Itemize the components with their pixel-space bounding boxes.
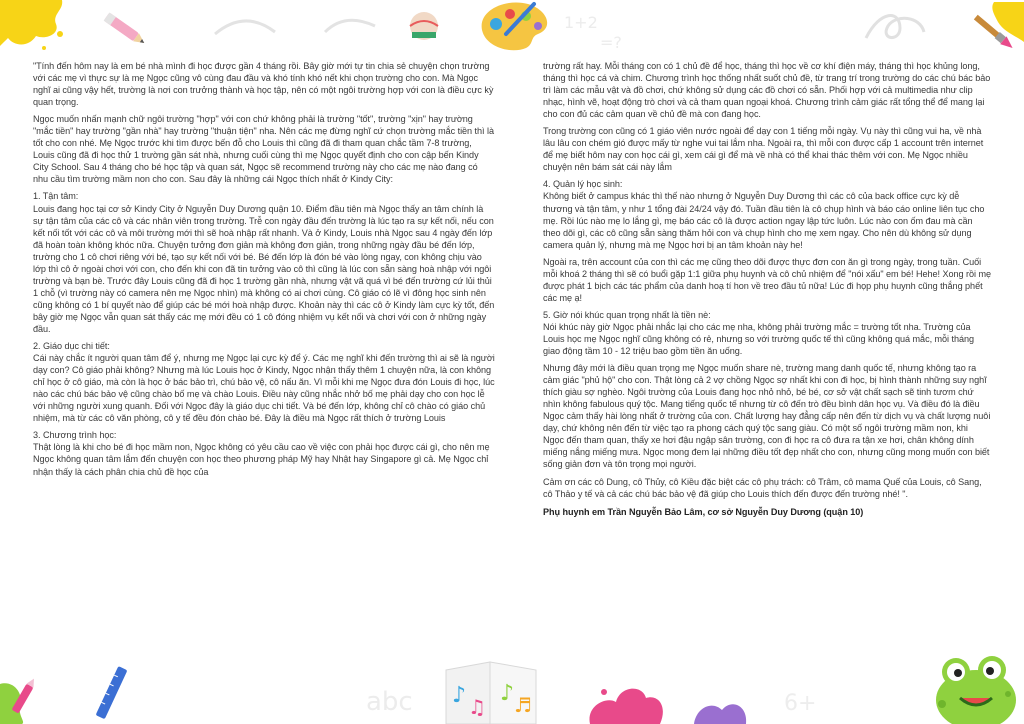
intro-paragraph: "Tính đến hôm nay là em bé nhà mình đi học được gần 4 tháng rồi. Bây giờ mới tự tin chia sẻ chuyện chọn trường với các mẹ vì thực sự là mẹ Ngọc cũng vô cùng đau đầu và khó tính khó nết khi chọn trường cho con. Mà Ngọc nghĩ ai cũng vậy hết, trường là nơi con trưởng thành và học tập, nên có một ngôi trường hợp với con là điều cực kỳ quan trọng. — [33, 61, 494, 108]
paragraph-hop-voi-con: Ngọc muốn nhấn mạnh chữ ngôi trường "hợp" với con chứ không phải là trường "tốt", trường "xịn" hay trường "mắc tiền" hay trường "gần nhà" hay trường "thuận tiện" nha. Nên các mẹ đừng nghĩ cứ chọn trường mắc tiền thì là tốt cho con nhé. Mẹ Ngọc trước khi tìm được bến đỗ cho Louis thì cũng đã đi tham quan chắc tầm 7-8 trường, Louis cũng đã đi học thử 1 trường gần sát nhà, nhưng cuối cùng thì mẹ Ngọc quyết định cho con cập bến Kindy City School. Sau 4 tháng cho bé học tập và quan sát, Ngọc sẽ recommend trường này cho các mẹ nào đang có nhu cầu tìm trường mầm non cho con. Sau đây là những cái Ngọc thích nhất ở Kindy City: — [33, 114, 494, 185]
svg-text:=?: =? — [600, 33, 622, 52]
yellow-paint-splash-icon — [0, 0, 70, 60]
section-body-tien-2: Nhưng đây mới là điều quan trọng mẹ Ngọc muốn share nè, trường mang danh quốc tế, nhưng không tạo ra cảm giác "phủ hộ" cho con. Thật lòng cả 2 vợ chồng Ngọc sợ nhất khi con đi học, bị hình thành những suy nghĩ thích giàu sợ nghèo. Ngôi trường của Louis đang học nhỏ nhỏ, bé bé, cơ sở vật chất sạch sẽ tinh tươm chứ nhìn không fabulous quý tộc. Mang tiếng quốc tế nhưng từ cô đến trò đều bình dân học vụ. Và điều đó là điều Ngọc cảm thấy hài lòng nhất ở trường của con. Chất lượng hay đẳng cấp nên đến từ dịch vụ và chất lượng nuôi dạy, chứ không nên đến từ việc tạo ra phong cách quý tộc sang giàu. Có một số ngôi trường mầm non, khi Ngọc đến tham quan, thấy xe hơi đậu ngập sân trường, con đi học ra cô đưa ra tận xe hơi, chân không dính miếng nắng miếng mưa. Ngọc mong đem lại những điều tốt đẹp nhất cho con, nhưng cũng mong muốn con biết sống giản đơn và tôn trọng mọi người. — [543, 363, 991, 470]
svg-text:6+: 6+ — [784, 691, 817, 716]
decorative-loop-icon — [860, 8, 930, 48]
signature: Phụ huynh em Trần Nguyễn Bảo Lâm, cơ sở Nguyễn Duy Dương (quận 10) — [543, 506, 864, 517]
paragraph-chuong-trinh-cont: trường rất hay. Mỗi tháng con có 1 chủ đề để học, tháng thì học về cơ khí điện máy, tháng thì học khủng long, tháng thì học cá và chim. Chương trình học thống nhất suốt chủ đề, từ trang trí trong trường do các chú bác bảo trì làm các mẫu vật và đồ chơi, chứ không sử dụng các đồ chơi có sẵn. Phối hợp với cả multimedia như clip nhạc, hình vẽ, hoạt động trò chơi và cả tham quan ngoại khoá. Chương trình cảm giác rất tổng thể để mang lại cho con đủ các cảm quan về chủ đề mà con đang học. — [543, 61, 991, 120]
svg-text:♬: ♬ — [514, 693, 532, 717]
paintbrush-icon — [960, 2, 1024, 62]
section-body-tien: Nói khúc này giờ Ngọc phải nhắc lại cho các mẹ nha, không phải trường mắc = trường tốt nha. Trường của Louis học mẹ Ngọc nghĩ cũng không có rẻ, nhưng so với trường quốc tế thì cũng không quá mắc, mỗi tháng giao động tầm 10 - 12 triệu bao gồm tiền ăn uống. — [543, 321, 975, 357]
section-heading-quan-ly: 4. Quản lý học sinh: — [543, 179, 623, 190]
section-body-giao-duc: Cái này chắc ít người quan tâm để ý, nhưng mẹ Ngọc lại cực kỳ để ý. Các mẹ nghĩ khi đến trường thì ai sẽ là người dạy con? Cô giáo phải không? Nhưng mà lúc Louis học ở Kindy, Ngọc nhận thấy thêm 1 chuyện nữa, là con không chỉ học ở cô giáo, mà còn là học ở bác bảo trì, chú bảo vệ, cô nấu ăn. Vì mỗi khi mẹ Ngọc đưa đón Louis đi học, lúc nào các chú bác bảo vệ cũng chào bố mẹ và chào Louis. Điều này cũng nhắc nhở bố mẹ phải dạy cho con học lễ với những người xung quanh. Đối với Ngọc đây là giáo dục chi tiết. Và bé đến lớp, không chỉ cô chào có giáo chủ nhiệm, mà từ các cô văn phòng, cô y tế đều đón chào bé. Đây là điều mà Ngọc rất thích ở trường Louis — [33, 353, 495, 424]
paint-palette-icon — [476, 0, 556, 52]
eraser-icon — [402, 8, 446, 48]
section-body-quan-ly: Không biết ở campus khác thì thế nào nhưng ở Nguyễn Duy Dương thì các cô của back office cực kỳ dễ thương và tận tâm, y như 1 tổng đài 24/24 vậy đó. Tuần đầu tiên là cô chụp hình và báo cáo online liên tục cho mẹ. Rồi lúc nào mẹ lo lắng gì, mẹ báo các cô là được action ngay lập tức luôn. Lúc nào con ốm đau mà cần theo dõi gì, các cô cũng sẵn sàng thăm hỏi con và chụp hình cho mẹ xem ngay. Cho nên dù không sử dụng camera quản lý, nhưng mà mẹ Ngọc hơi bị an tâm khoản này he! — [543, 191, 985, 250]
ruler-icon — [92, 664, 132, 724]
green-monster-mascot-icon — [920, 640, 1024, 724]
left-column — [33, 60, 495, 483]
number-doodle-icon — [780, 680, 840, 720]
section-body-quan-ly-2: Ngoài ra, trên account của con thì các mẹ cũng theo dõi được thực đơn con ăn gì trong ngày, trong tuần. Cuối mỗi khoá 2 tháng thì sẽ có buổi gặp 1:1 giữa phụ huynh và cô chủ nhiệm để "nói xấu" em bé! Hehe! Xong rồi mẹ được phát 1 bịch các tác phẩm của danh hoạ tí hon về treo đầu tủ nữa! Lúc đi họp phụ huynh cũng thắng phết các mẹ ạ! — [543, 256, 991, 303]
section-heading-tien: 5. Giờ nói khúc quan trọng nhất là tiền nè: — [543, 309, 711, 320]
svg-text:abc: abc — [366, 687, 413, 717]
pencil-icon — [98, 8, 150, 52]
right-column — [543, 60, 991, 523]
paragraph-giao-vien-nuoc-ngoai: Trong trường con cũng có 1 giáo viên nước ngoài để dạy con 1 tiếng mỗi ngày. Vụ này thì cũng vui ha, về nhà lâu lâu con chém gió được mấy từ nghe vui tai lắm nha. Ngoài ra, thì mỗi con được cấp 1 account trên internet để mẹ biết hôm nay con học cái gì, xem cái gì để mà về nhà có thể khai thác thêm với con. Mẹ Ngọc nhiều chuyện nên bám sát cái này lắm — [543, 126, 984, 173]
decorative-swirl-icon — [205, 4, 385, 44]
abc-doodle-icon — [360, 676, 450, 722]
math-doodle-icon — [560, 6, 640, 56]
purple-paint-splash-icon — [690, 692, 750, 724]
section-body-tan-tam: Louis đang học tại cơ sở Kindy City ở Nguyễn Duy Dương quận 10. Điểm đầu tiên mà Ngọc thấy an tâm chính là sự tận tâm của các cô và các nhân viên trong trường. Trễ con ngày đầu đến trường là lúc tạo ra sự kết nối, nếu con kết nối tốt với các cô và môi trường mới thì sẽ hoà nhập rất nhanh. Và ở Kindy, Louis nhà Ngọc sau 4 ngày đến lớp đã hoàn toàn không khóc nữa. Chuyện tưởng đơn giản mà không đơn giản, trong những ngày đầu bé đến lớp, trường cho 1 cô chơi riêng với bé, tạo sự kết nối với bé. Bé đến lớp là đón bé vào lòng ngay, con không chịu vào lớp thì cô ở ngoài chơi với con, cho đến khi con đã tin tưởng vào cô thì cũng là lúc con sẵn sàng hoà nhập với ngôi trường và bạn bè. Trước đây Louis cũng đã đi học 1 trường gần nhà, nhưng vật vã quá vì bé đến trường cứ lủi thủi 1 chỗ (vì trường này có camera nên mẹ Ngọc nhìn) mà không có ai chơi cùng. Cô giáo có lẽ vì đông học sinh nên cũng không có 1 bí quyết nào để giúp các bé mới hoà nhập được. Khoản này thì các cô ở Kindy làm cực kỳ tốt, đến bây giờ mẹ Ngọc vẫn quan sát thấy các mẹ mới đều có 1 cô đóng nhiệm vụ kết nối và chơi với con ở những ngày đầu. — [33, 203, 495, 334]
svg-text:♫: ♫ — [468, 695, 486, 719]
section-body-chuong-trinh: Thật lòng là khi cho bé đi học mầm non, Ngọc không có yêu cầu cao về việc con phải học được cái gì, cho nên mẹ Ngọc không quan tâm lắm đến chuyện con học theo phương pháp Mỹ hay Nhật hay Singapore gì cả. Mẹ Ngọc chỉ nhận thấy là cách phân chia chủ đề học của — [33, 442, 490, 477]
svg-text:♪: ♪ — [500, 681, 515, 706]
crayon-icon — [0, 666, 46, 724]
section-heading-tan-tam: 1. Tận tâm: — [33, 191, 79, 202]
section-heading-giao-duc: 2. Giáo dục chi tiết: — [33, 341, 110, 352]
thanks-paragraph: Cảm ơn các cô Dung, cô Thủy, cô Kiều đặc biệt các cô phụ trách: cô Trâm, cô mama Quế của Louis, cô Sang, cô Thảo y tế và cả các chú bác bảo vệ đã giúp cho Louis thích đến được đến trường nhé! ". — [543, 476, 982, 499]
section-heading-chuong-trinh: 3. Chương trình học: — [33, 430, 117, 441]
svg-text:1+2: 1+2 — [564, 13, 598, 32]
svg-text:♪: ♪ — [452, 683, 467, 708]
music-book-icon — [440, 650, 540, 724]
pink-paint-splash-icon — [580, 672, 670, 724]
